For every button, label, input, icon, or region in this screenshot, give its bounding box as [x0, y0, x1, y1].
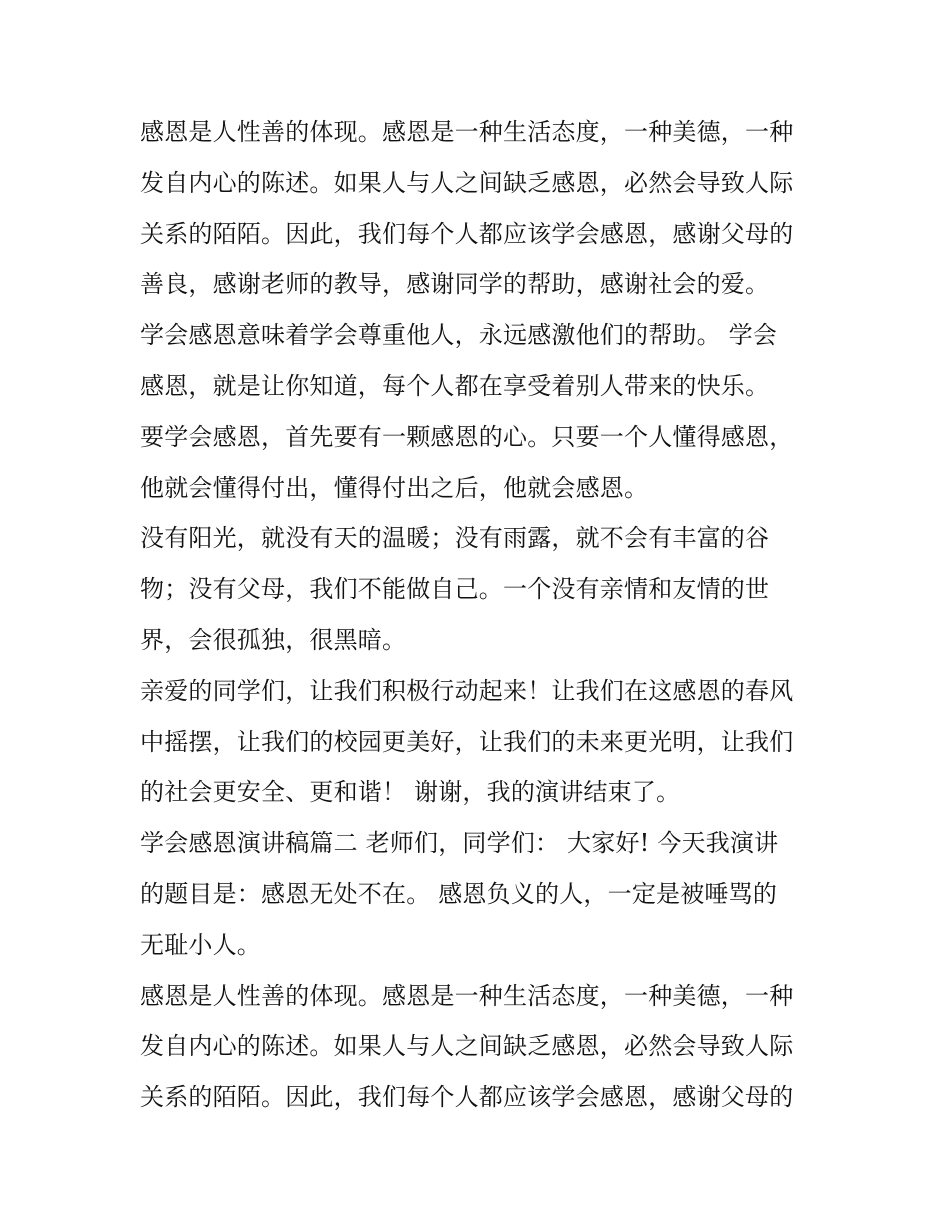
text-line: 善良，感谢老师的教导，感谢同学的帮助，感谢社会的爱。 — [140, 270, 770, 299]
text-line: 他就会懂得付出，懂得付出之后，他就会感恩。 — [140, 473, 649, 502]
text-line: 要学会感恩，首先要有一颗感恩的心。只要一个人懂得感恩， — [140, 422, 794, 451]
text-line: 发自内心的陈述。如果人与人之间缺乏感恩，必然会导致人际 — [140, 168, 794, 197]
text-line: 的社会更安全、更和谐！ 谢谢，我的演讲结束了。 — [140, 778, 681, 807]
text-line: 没有阳光，就没有天的温暖；没有雨露，就不会有丰富的谷 — [140, 524, 770, 553]
text-line: 中摇摆，让我们的校园更美好，让我们的未来更光明，让我们 — [140, 727, 794, 756]
document-body — [140, 107, 820, 1123]
text-line: 关系的陌陌。因此，我们每个人都应该学会感恩，感谢父母的 — [140, 1083, 794, 1112]
text-line: 亲爱的同学们，让我们积极行动起来！让我们在这感恩的春风 — [140, 676, 794, 705]
text-line: 关系的陌陌。因此，我们每个人都应该学会感恩，感谢父母的 — [140, 219, 794, 248]
text-line: 发自内心的陈述。如果人与人之间缺乏感恩，必然会导致人际 — [140, 1032, 794, 1061]
text-line: 学会感恩演讲稿篇二 老师们，同学们： 大家好! 今天我演讲 — [140, 829, 779, 858]
text-line: 的题目是：感恩无处不在。 感恩负义的人，一定是被唾骂的 — [140, 879, 778, 908]
text-line: 无耻小人。 — [140, 930, 261, 959]
text-line: 感恩是人性善的体现。感恩是一种生活态度，一种美德，一种 — [140, 981, 794, 1010]
text-line: 感恩，就是让你知道，每个人都在享受着别人带来的快乐。 — [140, 371, 770, 400]
text-line: 界，会很孤独，很黑暗。 — [140, 625, 407, 654]
text-line: 学会感恩意味着学会尊重他人，永远感激他们的帮助。 学会 — [140, 321, 778, 350]
text-line: 物；没有父母，我们不能做自己。一个没有亲情和友情的世 — [140, 575, 770, 604]
text-line: 感恩是人性善的体现。感恩是一种生活态度，一种美德，一种 — [140, 118, 794, 146]
